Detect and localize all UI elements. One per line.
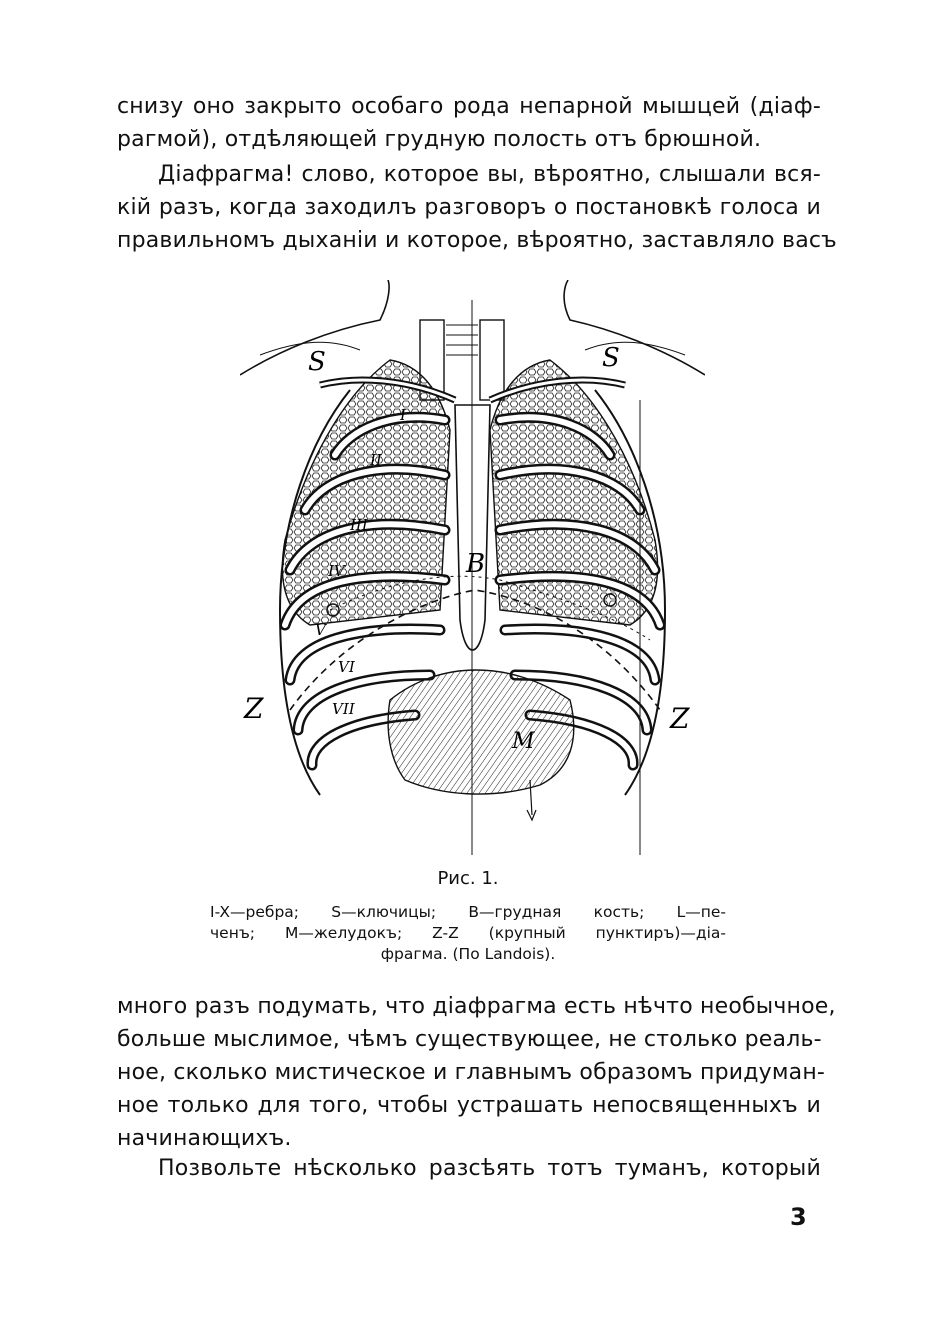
label-z-left: Z [244, 692, 264, 725]
rib-label: VI [338, 658, 355, 676]
text-line: снизу оно закрыто особаго рода непарной мышцей (діаф- [117, 94, 821, 119]
figure-caption-line: I-X—ребра; S—ключицы; B—грудная кость; L—пе- [210, 903, 726, 921]
label-b: B [466, 549, 486, 579]
rib-cage-figure [240, 280, 705, 860]
text-line: ное только для того, чтобы устрашать непосвященныхъ и [117, 1093, 821, 1118]
label-s-right: S [602, 343, 620, 373]
page-number: 3 [790, 1203, 807, 1231]
figure-caption-line: ченъ; M—желудокъ; Z-Z (крупный пунктиръ)—діа- [210, 924, 726, 942]
text-line: рагмой), отдѣляющей грудную полость отъ брюшной. [117, 127, 762, 152]
text-line: ное, сколько мистическое и главнымъ образомъ придуман- [117, 1060, 826, 1085]
rib-label: I [400, 406, 406, 424]
text-line: больше мыслимое, чѣмъ существующее, не столько реаль- [117, 1027, 822, 1052]
label-m: M [512, 729, 535, 754]
rib-label: III [350, 516, 368, 534]
rib-label: V [315, 621, 326, 639]
text-line: кій разъ, когда заходилъ разговоръ о постановкѣ голоса и [117, 195, 821, 220]
label-z-right: Z [670, 702, 690, 735]
paragraph-first-line: Позвольте нѣсколько разсѣять тотъ туманъ, который [158, 1156, 821, 1181]
right-shoulder-contour [564, 280, 705, 375]
text-line: начинающихъ. [117, 1126, 292, 1151]
rib-label: IV [328, 562, 345, 580]
rib-label: II [370, 451, 382, 469]
figure-caption-line: фрагма. (По Landois). [380, 945, 556, 963]
paragraph-first-line: Діафрагма! слово, которое вы, вѣроятно, слышали вся- [158, 162, 821, 187]
label-s-left: S [308, 347, 326, 377]
text-line: много разъ подумать, что діафрагма есть нѣчто необычное, [117, 994, 836, 1019]
diaphragm-region [388, 670, 574, 794]
left-lung [282, 360, 450, 625]
text-line: правильномъ дыханіи и которое, вѣроятно, заставляло васъ [117, 228, 837, 253]
rib-label: VII [332, 700, 355, 718]
figure-caption-title: Рис. 1. [437, 868, 499, 889]
